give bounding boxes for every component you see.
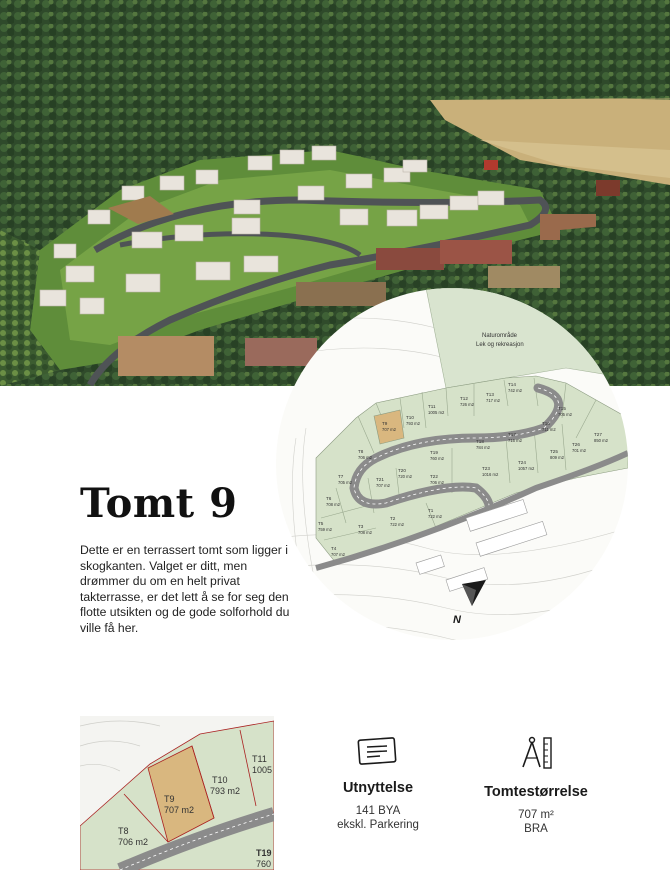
thumb-t10-size: 793 m2 (210, 786, 241, 796)
lot-size-t7: 705 m2 (338, 480, 352, 485)
feature-lot-size (466, 736, 606, 836)
lot-id-t6: T6 (326, 496, 332, 501)
lot-id-t8: T8 (358, 449, 364, 454)
lot-size-t6: 708 m2 (326, 502, 340, 507)
lot-size-t26: 701 m2 (572, 448, 586, 453)
lot-id-t21: T21 (376, 477, 384, 482)
feature-value: 141 BYA (355, 805, 401, 817)
lot-id-t25: T25 (550, 449, 558, 454)
lot-id-t12: T12 (460, 396, 468, 401)
area-label-2: Lek og rekreasjon (476, 342, 524, 348)
north-label: N (453, 614, 461, 626)
lot-id-t1: T1 (428, 508, 434, 513)
thumb-t19-size: 760 (256, 859, 272, 869)
lot-id-t22: T22 (430, 474, 438, 479)
lot-size-t18: 784 m2 (476, 445, 490, 450)
lot-size-t3: 708 m2 (358, 530, 372, 535)
lot-size-t21: 707 m2 (376, 483, 390, 488)
lot-detail-thumbnail (80, 716, 274, 870)
lot-id-t18: T18 (476, 439, 484, 444)
lot-size-t10: 793 m2 (406, 421, 420, 426)
thumb-t19-id: T19 (256, 848, 272, 858)
lot-id-t9: T9 (382, 421, 388, 426)
feature-heading: Utnyttelse (342, 780, 414, 796)
lot-size-t27: 850 m2 (594, 438, 608, 443)
thumb-t9-size: 707 m2 (164, 805, 195, 815)
lot-size-t16: 711 m2 (542, 427, 556, 432)
thumb-t9-id: T9 (164, 794, 175, 804)
feature-note: ekskl. Parkering (337, 819, 419, 831)
feature-heading: Tomtestørrelse (484, 784, 588, 800)
lot-id-t23: T23 (482, 466, 490, 471)
drafting-tools-icon (518, 736, 554, 770)
lot-size-t13: 717 m2 (486, 398, 500, 403)
lot-id-t3: T3 (358, 524, 364, 529)
lot-id-t7: T7 (338, 474, 344, 479)
lot-id-t5: T5 (318, 521, 324, 526)
feature-note: BRA (524, 823, 548, 835)
lot-size-t23: 1016 m2 (482, 472, 499, 477)
lot-id-t15: T15 (558, 406, 566, 411)
lot-size-t12: 726 m2 (460, 402, 474, 407)
area-label-1: Naturområde (482, 333, 518, 339)
feature-utilization (308, 736, 448, 832)
page-title: Tomt 9 (80, 480, 238, 527)
lot-size-t14: 742 m2 (508, 388, 522, 393)
lot-size-t22: 706 m2 (430, 480, 444, 485)
lot-id-t24: T24 (518, 460, 526, 465)
lot-size-t17: 716 m2 (508, 438, 522, 443)
lot-size-t4: 707 m2 (331, 552, 345, 557)
lot-id-t10: T10 (406, 415, 414, 420)
thumb-t10-id: T10 (212, 775, 228, 785)
north-arrow-icon (462, 580, 486, 606)
lot-size-t20: 720 m2 (398, 474, 412, 479)
lot-size-t15: 705 m2 (558, 412, 572, 417)
lot-id-t17: T17 (508, 432, 516, 437)
lot-id-t11: T11 (428, 404, 436, 409)
lot-id-t26: T26 (572, 442, 580, 447)
lot-size-t25: 809 m2 (550, 455, 564, 460)
lot-size-t8: 706 m2 (358, 455, 372, 460)
thumb-t11-id: T11 (252, 754, 267, 764)
lot-size-t2: 722 m2 (390, 522, 404, 527)
lot-id-t13: T13 (486, 392, 494, 397)
lot-id-t14: T14 (508, 382, 516, 387)
aerial-photo (0, 0, 670, 386)
thumb-t8-size: 706 m2 (118, 837, 149, 847)
thumb-t11-size: 1005 (252, 765, 273, 775)
lot-id-t20: T20 (398, 468, 406, 473)
lot-id-t4: T4 (331, 546, 337, 551)
feature-value: 707 m² (518, 809, 554, 821)
thumb-t8-id: T8 (118, 826, 129, 836)
lot-id-t2: T2 (390, 516, 396, 521)
lot-size-t11: 1005 m2 (428, 410, 445, 415)
site-plan-map (276, 288, 628, 640)
intro-text: Dette er en terrassert tomt som ligger i skogkanten. Valget er ditt, men drømmer du om en helt privat takterrasse, er det lett å se for seg den flotte utsikten og de gode solforhold du ville få her. (80, 543, 290, 635)
lot-size-t24: 1057 m2 (518, 466, 535, 471)
lot-size-t1: 722 m2 (428, 514, 442, 519)
lot-size-t9: 707 m2 (382, 427, 396, 432)
lot-id-t27: T27 (594, 432, 602, 437)
document-icon (356, 736, 400, 766)
lot-id-t19: T19 (430, 450, 438, 455)
lot-id-t16: T16 (542, 421, 550, 426)
lot-size-t19: 760 m2 (430, 456, 444, 461)
lot-size-t5: 759 m2 (318, 527, 332, 532)
